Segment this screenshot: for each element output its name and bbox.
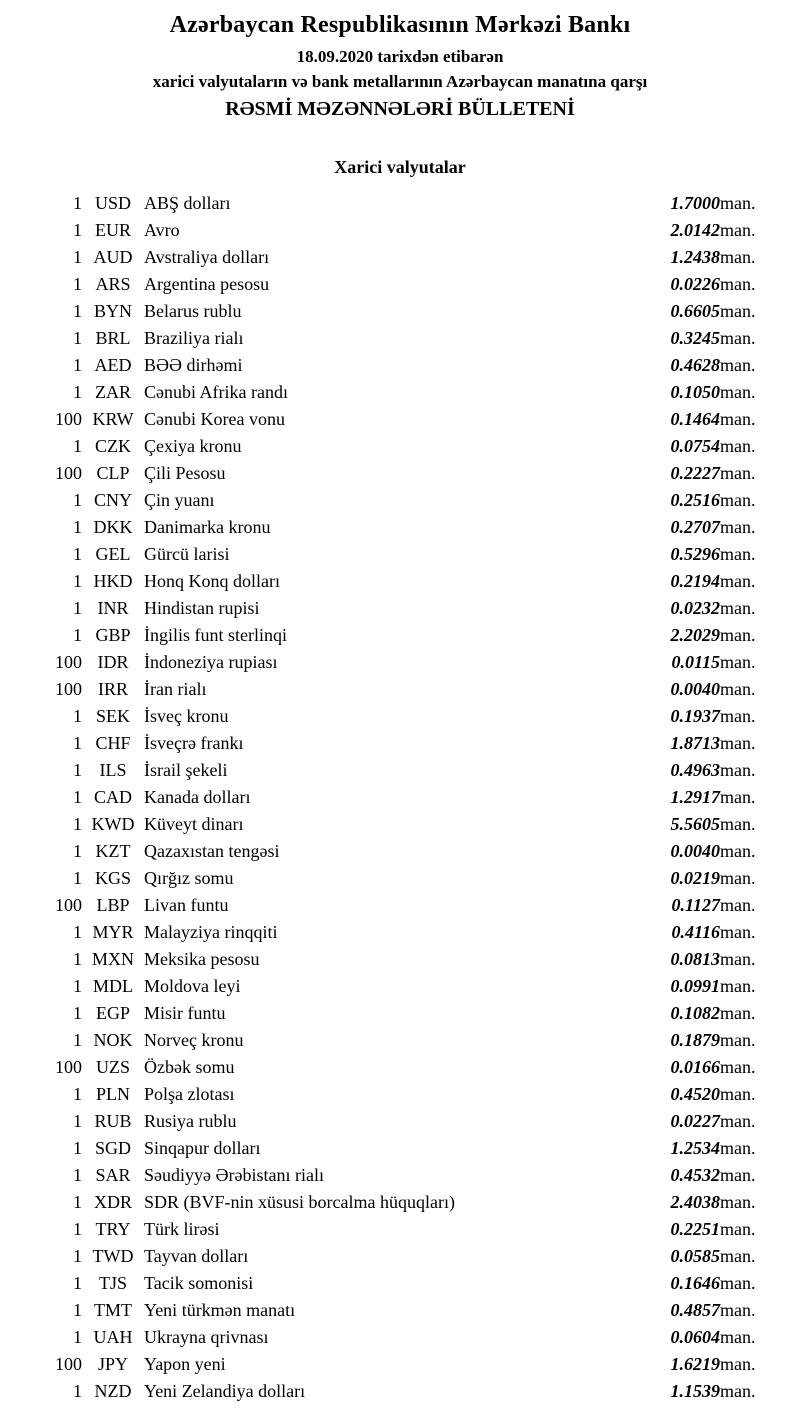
currency-unit: man. bbox=[720, 327, 756, 348]
currency-rate: 0.0115 bbox=[671, 651, 720, 672]
table-row bbox=[28, 919, 772, 946]
currency-rate: 0.0813 bbox=[670, 948, 720, 969]
table-row bbox=[28, 190, 772, 217]
currency-unit: man. bbox=[720, 1056, 756, 1077]
currency-unit: man. bbox=[720, 975, 756, 996]
currency-name: Braziliya rialı bbox=[144, 327, 244, 348]
currency-rate: 0.4116 bbox=[671, 921, 720, 942]
exchange-rates-body bbox=[28, 190, 772, 1405]
currency-unit: man. bbox=[720, 732, 756, 753]
currency-name: İngilis funt sterlinqi bbox=[144, 624, 287, 645]
currency-name: Avro bbox=[144, 219, 180, 240]
table-row bbox=[28, 568, 772, 595]
currency-code: USD bbox=[94, 192, 131, 213]
currency-code: CNY bbox=[93, 489, 132, 510]
exchange-rates-table bbox=[28, 190, 772, 1405]
currency-name: Cənubi Afrika randı bbox=[144, 381, 288, 402]
table-row bbox=[28, 865, 772, 892]
currency-rate: 0.2194 bbox=[670, 570, 720, 591]
currency-quantity: 1 bbox=[73, 1380, 82, 1401]
effective-date-line: 18.09.2020 tarixdən etibarən bbox=[296, 46, 504, 66]
table-row bbox=[28, 406, 772, 433]
currency-quantity: 1 bbox=[73, 219, 82, 240]
currency-quantity: 100 bbox=[55, 678, 82, 699]
currency-code: RUB bbox=[94, 1110, 132, 1131]
currency-code: CAD bbox=[93, 786, 132, 807]
currency-unit: man. bbox=[720, 678, 756, 699]
currency-name: Yeni türkmən manatı bbox=[144, 1299, 296, 1320]
table-row bbox=[28, 433, 772, 460]
currency-unit: man. bbox=[720, 1272, 756, 1293]
currency-code: TRY bbox=[95, 1218, 131, 1239]
currency-unit: man. bbox=[720, 273, 756, 294]
bulletin-title: RƏSMİ MƏZƏNNƏLƏRİ BÜLLETENİ bbox=[225, 97, 575, 120]
currency-name: Çili Pesosu bbox=[144, 462, 226, 483]
bank-name: Azərbaycan Respublikasının Mərkəzi Bankı bbox=[169, 12, 631, 38]
table-row bbox=[28, 352, 772, 379]
currency-name: Küveyt dinarı bbox=[144, 813, 244, 834]
currency-code: GBP bbox=[95, 624, 131, 645]
currency-quantity: 1 bbox=[73, 840, 82, 861]
currency-unit: man. bbox=[720, 1353, 756, 1374]
currency-rate: 0.1879 bbox=[670, 1029, 720, 1050]
currency-name: Cənubi Korea vonu bbox=[144, 408, 285, 429]
currency-rate: 0.4963 bbox=[670, 759, 720, 780]
currency-code: MXN bbox=[91, 948, 134, 969]
currency-unit: man. bbox=[720, 1110, 756, 1131]
currency-quantity: 100 bbox=[55, 894, 82, 915]
currency-name: İsrail şekeli bbox=[144, 759, 228, 780]
currency-code: KWD bbox=[91, 813, 135, 834]
currency-name: ABŞ dolları bbox=[144, 192, 231, 213]
currency-code: CHF bbox=[95, 732, 131, 753]
currency-unit: man. bbox=[720, 219, 756, 240]
currency-unit: man. bbox=[720, 624, 756, 645]
currency-name: İsveçrə frankı bbox=[144, 732, 244, 753]
currency-unit: man. bbox=[720, 597, 756, 618]
table-row bbox=[28, 595, 772, 622]
currency-rate: 0.0227 bbox=[670, 1110, 720, 1131]
currency-rate: 1.2534 bbox=[670, 1137, 720, 1158]
currency-quantity: 100 bbox=[55, 1056, 82, 1077]
currency-name: Livan funtu bbox=[144, 894, 229, 915]
table-row bbox=[28, 217, 772, 244]
currency-rate: 0.1050 bbox=[670, 381, 720, 402]
currency-quantity: 1 bbox=[73, 867, 82, 888]
currency-quantity: 1 bbox=[73, 246, 82, 267]
table-row bbox=[28, 244, 772, 271]
currency-unit: man. bbox=[720, 1218, 756, 1239]
currency-code: BRL bbox=[95, 327, 131, 348]
table-row bbox=[28, 1297, 772, 1324]
currency-unit: man. bbox=[720, 894, 756, 915]
currency-code: AED bbox=[94, 354, 132, 375]
currency-name: Çin yuanı bbox=[144, 489, 215, 510]
currency-code: IDR bbox=[97, 651, 129, 672]
currency-rate: 0.0040 bbox=[670, 678, 720, 699]
currency-rate: 5.5605 bbox=[670, 813, 720, 834]
currency-rate: 2.0142 bbox=[670, 219, 720, 240]
currency-unit: man. bbox=[720, 192, 756, 213]
currency-name: Argentina pesosu bbox=[144, 273, 270, 294]
currency-rate: 2.2029 bbox=[670, 624, 720, 645]
currency-unit: man. bbox=[720, 921, 756, 942]
table-row bbox=[28, 514, 772, 541]
currency-code: EUR bbox=[95, 219, 131, 240]
currency-name: Özbək somu bbox=[144, 1056, 235, 1077]
table-row bbox=[28, 892, 772, 919]
table-row bbox=[28, 1351, 772, 1378]
currency-unit: man. bbox=[720, 1326, 756, 1347]
currency-code: HKD bbox=[93, 570, 133, 591]
table-row bbox=[28, 1000, 772, 1027]
currency-code: SAR bbox=[95, 1164, 131, 1185]
currency-rate: 1.7000 bbox=[670, 192, 720, 213]
currency-name: Tacik somonisi bbox=[144, 1272, 254, 1293]
currency-quantity: 1 bbox=[73, 732, 82, 753]
currency-unit: man. bbox=[720, 1083, 756, 1104]
currency-name: Honq Konq dolları bbox=[144, 570, 280, 591]
currency-name: Ukrayna qrivnası bbox=[144, 1326, 269, 1347]
currency-quantity: 1 bbox=[73, 1245, 82, 1266]
currency-name: Malayziya rinqqiti bbox=[144, 921, 278, 942]
currency-code: KZT bbox=[95, 840, 131, 861]
currency-unit: man. bbox=[720, 462, 756, 483]
currency-name: Misir funtu bbox=[144, 1002, 226, 1023]
currency-code: GEL bbox=[95, 543, 131, 564]
currency-rate: 0.0754 bbox=[670, 435, 720, 456]
currency-rate: 0.6605 bbox=[670, 300, 720, 321]
table-row bbox=[28, 1081, 772, 1108]
currency-quantity: 1 bbox=[73, 624, 82, 645]
currency-unit: man. bbox=[720, 1164, 756, 1185]
currency-unit: man. bbox=[720, 516, 756, 537]
currency-code: ZAR bbox=[95, 381, 131, 402]
currency-quantity: 100 bbox=[55, 1353, 82, 1374]
currency-rate: 1.2917 bbox=[670, 786, 720, 807]
table-row bbox=[28, 1054, 772, 1081]
currency-name: Danimarka kronu bbox=[144, 516, 271, 537]
currency-name: Kanada dolları bbox=[144, 786, 251, 807]
currency-quantity: 1 bbox=[73, 516, 82, 537]
currency-code: ARS bbox=[95, 273, 131, 294]
table-row bbox=[28, 676, 772, 703]
currency-name: Qazaxıstan tengəsi bbox=[144, 840, 280, 861]
currency-rate: 0.0585 bbox=[670, 1245, 720, 1266]
currency-code: SGD bbox=[94, 1137, 131, 1158]
currency-name: İndoneziya rupiası bbox=[144, 651, 278, 672]
table-row bbox=[28, 1135, 772, 1162]
currency-rate: 0.5296 bbox=[670, 543, 720, 564]
currency-unit: man. bbox=[720, 813, 756, 834]
currency-rate: 1.8713 bbox=[670, 732, 720, 753]
currency-quantity: 1 bbox=[73, 705, 82, 726]
table-row bbox=[28, 487, 772, 514]
currency-rate: 0.4857 bbox=[670, 1299, 720, 1320]
currency-code: CLP bbox=[96, 462, 130, 483]
currency-rate: 0.0166 bbox=[670, 1056, 720, 1077]
currency-unit: man. bbox=[720, 867, 756, 888]
table-row bbox=[28, 325, 772, 352]
currency-name: Çexiya kronu bbox=[144, 435, 242, 456]
currency-name: Rusiya rublu bbox=[144, 1110, 237, 1131]
currency-unit: man. bbox=[720, 489, 756, 510]
currency-quantity: 1 bbox=[73, 1218, 82, 1239]
table-row bbox=[28, 1108, 772, 1135]
currency-name: Hindistan rupisi bbox=[144, 597, 260, 618]
currency-unit: man. bbox=[720, 570, 756, 591]
currency-quantity: 1 bbox=[73, 813, 82, 834]
currency-unit: man. bbox=[720, 381, 756, 402]
currency-name: Yeni Zelandiya dolları bbox=[144, 1380, 306, 1401]
currency-unit: man. bbox=[720, 435, 756, 456]
currency-code: EGP bbox=[95, 1002, 130, 1023]
currency-name: Səudiyyə Ərəbistanı rialı bbox=[144, 1164, 324, 1185]
table-row bbox=[28, 1270, 772, 1297]
currency-rate: 0.1464 bbox=[670, 408, 720, 429]
currency-code: KRW bbox=[92, 408, 134, 429]
currency-code: DKK bbox=[93, 516, 133, 537]
currency-rate: 0.0219 bbox=[670, 867, 720, 888]
currency-code: PLN bbox=[95, 1083, 130, 1104]
currency-rate: 0.1646 bbox=[670, 1272, 720, 1293]
currency-quantity: 1 bbox=[73, 1326, 82, 1347]
currency-code: MYR bbox=[92, 921, 134, 942]
currency-code: NZD bbox=[94, 1380, 132, 1401]
currency-name: BƏƏ dirhəmi bbox=[144, 354, 243, 375]
table-row bbox=[28, 1027, 772, 1054]
currency-quantity: 1 bbox=[73, 192, 82, 213]
table-row bbox=[28, 460, 772, 487]
currency-name: Gürcü larisi bbox=[144, 543, 230, 564]
currency-quantity: 1 bbox=[73, 489, 82, 510]
currency-name: Tayvan dolları bbox=[144, 1245, 249, 1266]
table-row bbox=[28, 271, 772, 298]
currency-code: NOK bbox=[93, 1029, 133, 1050]
currency-quantity: 1 bbox=[73, 354, 82, 375]
currency-rate: 0.2251 bbox=[670, 1218, 720, 1239]
currency-unit: man. bbox=[720, 300, 756, 321]
table-row bbox=[28, 838, 772, 865]
table-row bbox=[28, 784, 772, 811]
currency-name: İsveç kronu bbox=[144, 705, 229, 726]
currency-quantity: 1 bbox=[73, 1083, 82, 1104]
currency-unit: man. bbox=[720, 840, 756, 861]
currency-quantity: 1 bbox=[73, 300, 82, 321]
currency-code: CZK bbox=[95, 435, 131, 456]
currency-rate: 0.0991 bbox=[670, 975, 720, 996]
currency-rate: 0.0040 bbox=[670, 840, 720, 861]
currency-unit: man. bbox=[720, 1380, 756, 1401]
currency-unit: man. bbox=[720, 948, 756, 969]
table-row bbox=[28, 649, 772, 676]
currency-code: TWD bbox=[92, 1245, 134, 1266]
currency-quantity: 1 bbox=[73, 597, 82, 618]
section-title-foreign-currencies: Xarici valyutalar bbox=[334, 156, 466, 177]
currency-quantity: 1 bbox=[73, 975, 82, 996]
table-row bbox=[28, 730, 772, 757]
table-row bbox=[28, 622, 772, 649]
table-row bbox=[28, 1378, 772, 1405]
document-header bbox=[28, 12, 772, 121]
currency-quantity: 1 bbox=[73, 273, 82, 294]
currency-rate: 0.1937 bbox=[670, 705, 720, 726]
currency-rate: 2.4038 bbox=[670, 1191, 720, 1212]
currency-rate: 0.4532 bbox=[670, 1164, 720, 1185]
currency-quantity: 100 bbox=[55, 462, 82, 483]
currency-code: XDR bbox=[93, 1191, 132, 1212]
currency-quantity: 1 bbox=[73, 1002, 82, 1023]
currency-rate: 0.0604 bbox=[670, 1326, 720, 1347]
currency-rate: 0.0232 bbox=[670, 597, 720, 618]
currency-name: Yapon yeni bbox=[144, 1353, 226, 1374]
currency-rate: 1.2438 bbox=[670, 246, 720, 267]
currency-name: Sinqapur dolları bbox=[144, 1137, 261, 1158]
currency-unit: man. bbox=[720, 1137, 756, 1158]
currency-code: UZS bbox=[95, 1056, 130, 1077]
currency-unit: man. bbox=[720, 651, 756, 672]
currency-code: TJS bbox=[98, 1272, 127, 1293]
currency-rate: 0.4520 bbox=[670, 1083, 720, 1104]
currency-unit: man. bbox=[720, 543, 756, 564]
currency-unit: man. bbox=[720, 1029, 756, 1050]
currency-code: ILS bbox=[99, 759, 127, 780]
currency-code: MDL bbox=[93, 975, 133, 996]
currency-unit: man. bbox=[720, 759, 756, 780]
currency-quantity: 1 bbox=[73, 1110, 82, 1131]
currency-rate: 0.3245 bbox=[670, 327, 720, 348]
currency-quantity: 1 bbox=[73, 921, 82, 942]
table-row bbox=[28, 811, 772, 838]
table-row bbox=[28, 703, 772, 730]
currency-name: Moldova leyi bbox=[144, 975, 241, 996]
table-row bbox=[28, 379, 772, 406]
currency-quantity: 1 bbox=[73, 381, 82, 402]
currency-quantity: 1 bbox=[73, 570, 82, 591]
currency-quantity: 1 bbox=[73, 1029, 82, 1050]
currency-rate: 0.2707 bbox=[670, 516, 720, 537]
currency-quantity: 1 bbox=[73, 1191, 82, 1212]
table-row bbox=[28, 298, 772, 325]
currency-name: Avstraliya dolları bbox=[144, 246, 270, 267]
currency-unit: man. bbox=[720, 246, 756, 267]
currency-quantity: 1 bbox=[73, 1299, 82, 1320]
currency-code: TMT bbox=[94, 1299, 132, 1320]
document-subtitle: xarici valyutaların və bank metallarının Azərbaycan manatına qarşı bbox=[152, 72, 648, 92]
currency-code: JPY bbox=[97, 1353, 128, 1374]
currency-rate: 0.4628 bbox=[670, 354, 720, 375]
currency-name: İran rialı bbox=[144, 678, 207, 699]
currency-unit: man. bbox=[720, 1245, 756, 1266]
currency-quantity: 1 bbox=[73, 759, 82, 780]
table-row bbox=[28, 1243, 772, 1270]
table-row bbox=[28, 946, 772, 973]
currency-rate: 1.1539 bbox=[670, 1380, 720, 1401]
currency-quantity: 1 bbox=[73, 948, 82, 969]
currency-code: KGS bbox=[94, 867, 131, 888]
currency-name: Polşa zlotası bbox=[144, 1083, 235, 1104]
currency-name: Belarus rublu bbox=[144, 300, 242, 321]
currency-rate: 0.0226 bbox=[670, 273, 720, 294]
currency-unit: man. bbox=[720, 1299, 756, 1320]
table-row bbox=[28, 1324, 772, 1351]
currency-quantity: 1 bbox=[73, 1164, 82, 1185]
currency-code: IRR bbox=[97, 678, 128, 699]
currency-unit: man. bbox=[720, 354, 756, 375]
currency-unit: man. bbox=[720, 1002, 756, 1023]
currency-unit: man. bbox=[720, 786, 756, 807]
currency-name: Qırğız somu bbox=[144, 867, 234, 888]
currency-code: BYN bbox=[93, 300, 132, 321]
currency-quantity: 100 bbox=[55, 651, 82, 672]
currency-quantity: 100 bbox=[55, 408, 82, 429]
currency-rate: 0.2227 bbox=[670, 462, 720, 483]
currency-name: Meksika pesosu bbox=[144, 948, 260, 969]
currency-quantity: 1 bbox=[73, 1137, 82, 1158]
currency-rate: 0.1127 bbox=[671, 894, 720, 915]
currency-quantity: 1 bbox=[73, 543, 82, 564]
currency-code: SEK bbox=[95, 705, 130, 726]
currency-code: LBP bbox=[96, 894, 130, 915]
currency-code: AUD bbox=[93, 246, 133, 267]
currency-name: SDR (BVF-nin xüsusi borcalma hüquqları) bbox=[144, 1191, 455, 1212]
currency-unit: man. bbox=[720, 705, 756, 726]
currency-quantity: 1 bbox=[73, 1272, 82, 1293]
table-row bbox=[28, 1162, 772, 1189]
currency-name: Türk lirəsi bbox=[144, 1218, 220, 1239]
currency-rate: 0.1082 bbox=[670, 1002, 720, 1023]
currency-name: Norveç kronu bbox=[144, 1029, 244, 1050]
currency-quantity: 1 bbox=[73, 435, 82, 456]
currency-quantity: 1 bbox=[73, 327, 82, 348]
currency-rate: 0.2516 bbox=[670, 489, 720, 510]
currency-quantity: 1 bbox=[73, 786, 82, 807]
currency-unit: man. bbox=[720, 1191, 756, 1212]
currency-unit: man. bbox=[720, 408, 756, 429]
table-row bbox=[28, 1189, 772, 1216]
table-row bbox=[28, 757, 772, 784]
currency-code: INR bbox=[97, 597, 129, 618]
table-row bbox=[28, 973, 772, 1000]
table-row bbox=[28, 1216, 772, 1243]
currency-rate: 1.6219 bbox=[670, 1353, 720, 1374]
table-row bbox=[28, 541, 772, 568]
currency-code: UAH bbox=[93, 1326, 133, 1347]
